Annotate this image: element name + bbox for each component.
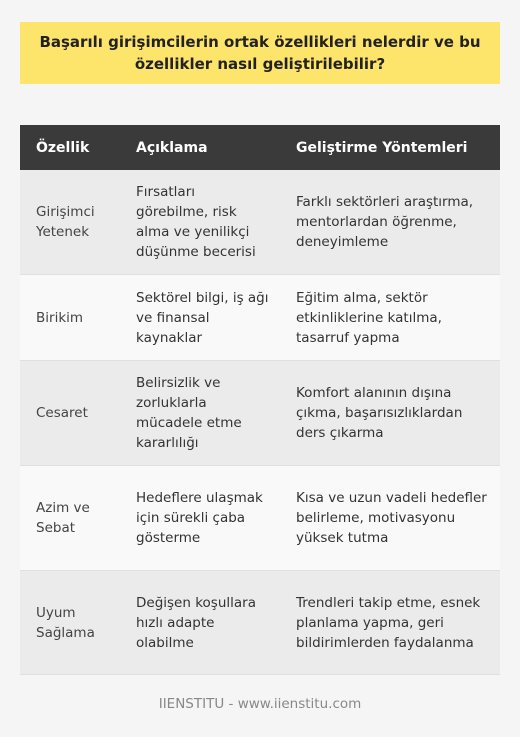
table-header-row [20,125,500,170]
table-row [20,466,500,571]
feature-cell: Girişimci Yetenek [20,170,120,275]
table-row [20,275,500,361]
methods-cell: Kısa ve uzun vadeli hedefler belirleme, motivasyonu yüksek tutma [280,466,500,571]
methods-cell: Komfort alanının dışına çıkma, başarısızlıklardan ders çıkarma [280,361,500,466]
title-banner [20,22,500,84]
feature-cell: Uyum Sağlama [20,571,120,675]
description-cell: Sektörel bilgi, iş ağı ve finansal kaynaklar [120,275,280,361]
footer-credit: IIENSTITU - www.iienstitu.com [158,696,362,712]
description-cell: Hedeflere ulaşmak için sürekli çaba gösterme [120,466,280,571]
feature-cell: Cesaret [20,361,120,466]
description-cell: Fırsatları görebilme, risk alma ve yenilikçi düşünme becerisi [120,170,280,275]
column-header-description: Açıklama [120,125,280,170]
table-row [20,361,500,466]
description-cell: Değişen koşullara hızlı adapte olabilme [120,571,280,675]
page-title: Başarılı girişimcilerin ortak özellikleri nelerdir ve bu özellikler nasıl geliştirilebilir? [39,33,481,73]
features-table [20,125,500,675]
table-row [20,170,500,275]
description-cell: Belirsizlik ve zorluklarla mücadele etme kararlılığı [120,361,280,466]
column-header-methods: Geliştirme Yöntemleri [280,125,500,170]
methods-cell: Farklı sektörleri araştırma, mentorlardan öğrenme, deneyimleme [280,170,500,275]
methods-cell: Trendleri takip etme, esnek planlama yapma, geri bildirimlerden faydalanma [280,571,500,675]
feature-cell: Birikim [20,275,120,361]
methods-cell: Eğitim alma, sektör etkinliklerine katılma, tasarruf yapma [280,275,500,361]
feature-cell: Azim ve Sebat [20,466,120,571]
table-row [20,571,500,675]
column-header-feature: Özellik [20,125,120,170]
